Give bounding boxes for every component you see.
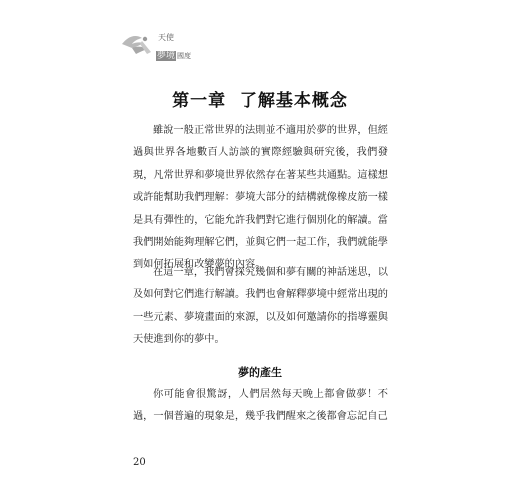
book-logo (118, 30, 228, 62)
logo-text-suffix: 國度 (177, 52, 192, 60)
section-title: 夢的產生 (238, 366, 282, 379)
body-text-block-3 (133, 384, 388, 429)
logo-text-bottom (156, 43, 191, 62)
body-text-block-1 (133, 120, 388, 277)
page-number: 20 (133, 457, 146, 468)
body-text-block-2 (133, 262, 388, 352)
chapter-title: 第一章 了解基本概念 (172, 91, 348, 111)
logo-text-main: 夢境 (157, 51, 176, 61)
paragraph: 你可能會很驚訝，人們居然每天晚上都會做夢！不過，一個普遍的現象是，幾乎我們醒來之後都會忘記自己 (133, 389, 388, 423)
angel-icon (118, 30, 156, 60)
paragraph: 雖說一般正常世界的法則並不適用於夢的世界，但經過與世界各地數百人訪談的實際經驗與研究後，我們發現，凡常世界和夢境世界依然存在著某些共通點。這樣想或許能幫助我們理解：夢境大部分的結構就像橡皮筋一樣是具有彈性的，它能允許我們對它進行個別化的解讀。當我們開始能夠理解它們，並與它們一起工作，我們就能學到如何拓展和改變夢的內容。 (133, 125, 388, 271)
logo-text-top: 天使 (158, 33, 174, 42)
paragraph: 在這一章，我們會探究幾個和夢有關的神話迷思，以及如何對它們進行解讀。我們也會解釋夢境中經常出現的一些元素、夢境畫面的來源，以及如何邀請你的指導靈與天使進到你的夢中。 (133, 267, 388, 346)
